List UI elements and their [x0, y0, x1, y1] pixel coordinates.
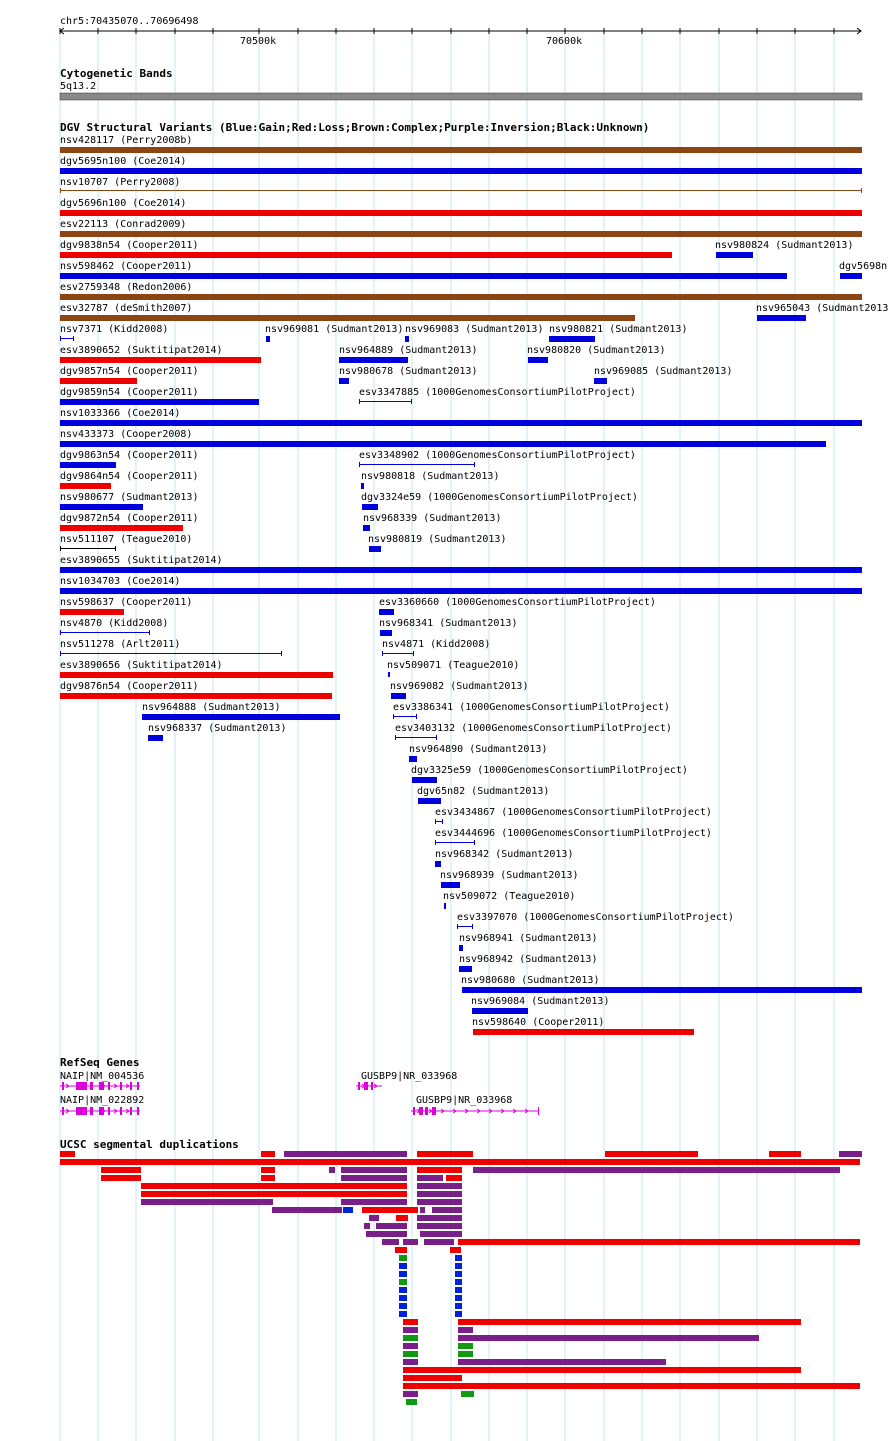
cytoband-track[interactable]: [60, 67, 862, 100]
dgv-feature-label[interactable]: nsv598462 (Cooper2011): [60, 261, 193, 272]
dgv-feature-bar[interactable]: [60, 338, 74, 339]
dgv-feature-bar[interactable]: [60, 462, 116, 468]
dgv-feature-label[interactable]: nsv964888 (Sudmant2013): [142, 702, 281, 713]
dgv-feature-label[interactable]: nsv511278 (Arlt2011): [60, 639, 181, 650]
dgv-feature-label[interactable]: nsv509071 (Teague2010): [387, 660, 520, 671]
segdup-feature[interactable]: [417, 1175, 443, 1181]
dgv-feature-label[interactable]: dgv9876n54 (Cooper2011): [60, 681, 199, 692]
segdup-feature[interactable]: [455, 1303, 462, 1309]
segdup-feature[interactable]: [446, 1175, 462, 1181]
refseq-gene-label[interactable]: NAIP|NM_004536: [60, 1071, 145, 1082]
refseq-gene-label[interactable]: GUSBP9|NR_033968: [416, 1095, 513, 1106]
dgv-feature-label[interactable]: esv3890656 (Suktitipat2014): [60, 660, 223, 671]
segdup-feature[interactable]: [403, 1391, 418, 1397]
dgv-feature-bar[interactable]: [60, 210, 862, 216]
refseq-gene-exon[interactable]: [538, 1107, 539, 1115]
dgv-feature-cap: [60, 630, 61, 635]
segdup-feature[interactable]: [272, 1207, 342, 1213]
dgv-feature-bar[interactable]: [379, 609, 394, 615]
segdup-feature[interactable]: [769, 1151, 801, 1157]
dgv-feature-bar[interactable]: [60, 632, 150, 633]
ruler-tick-label: 70500k: [240, 36, 277, 47]
dgv-feature-label[interactable]: nsv980818 (Sudmant2013): [361, 471, 500, 482]
segdup-feature[interactable]: [382, 1239, 399, 1245]
segdup-feature[interactable]: [101, 1167, 141, 1173]
dgv-feature-label[interactable]: esv3403132 (1000GenomesConsortiumPilotProject): [395, 723, 672, 734]
segdup-feature[interactable]: [341, 1199, 407, 1205]
dgv-feature-label[interactable]: esv3890652 (Suktitipat2014): [60, 345, 223, 356]
dgv-feature-cap: [73, 336, 74, 341]
dgv-feature-bar[interactable]: [549, 336, 595, 342]
refseq-track-title: RefSeq Genes: [60, 1056, 140, 1069]
dgv-feature-cap: [60, 188, 61, 193]
segdup-feature[interactable]: [399, 1279, 407, 1285]
dgv-feature-bar[interactable]: [418, 798, 441, 804]
dgv-feature-label[interactable]: nsv968942 (Sudmant2013): [459, 954, 598, 965]
dgv-feature-label[interactable]: nsv980677 (Sudmant2013): [60, 492, 199, 503]
segdup-feature[interactable]: [403, 1343, 418, 1349]
dgv-feature-cap: [435, 840, 436, 845]
dgv-feature-label[interactable]: nsv509072 (Teague2010): [443, 891, 576, 902]
segdup-feature[interactable]: [458, 1343, 473, 1349]
dgv-feature-label[interactable]: nsv598640 (Cooper2011): [472, 1017, 605, 1028]
dgv-feature-cap: [436, 735, 437, 740]
dgv-feature-bar[interactable]: [60, 548, 116, 549]
dgv-feature-cap: [472, 924, 473, 929]
dgv-feature-cap: [474, 840, 475, 845]
dgv-feature-bar[interactable]: [393, 716, 417, 717]
segdup-feature[interactable]: [403, 1239, 418, 1245]
refseq-gene-exon[interactable]: [62, 1107, 64, 1115]
segdup-feature[interactable]: [399, 1311, 407, 1317]
segdup-feature[interactable]: [403, 1375, 462, 1381]
dgv-feature-label[interactable]: nsv968342 (Sudmant2013): [435, 849, 574, 860]
segdup-feature[interactable]: [420, 1207, 425, 1213]
ruler-range-label: chr5:70435070..70696498: [60, 16, 199, 27]
dgv-feature-bar[interactable]: [435, 842, 475, 843]
dgv-feature-bar[interactable]: [716, 252, 753, 258]
dgv-feature-label[interactable]: nsv968337 (Sudmant2013): [148, 723, 287, 734]
dgv-feature-label[interactable]: nsv965043 (Sudmant2013: [756, 303, 889, 314]
dgv-feature-label[interactable]: dgv65n82 (Sudmant2013): [417, 786, 550, 797]
cytoband-track-title: Cytogenetic Bands: [60, 67, 173, 80]
dgv-feature-bar[interactable]: [60, 420, 862, 426]
dgv-feature-label[interactable]: nsv980820 (Sudmant2013): [527, 345, 666, 356]
segdup-feature[interactable]: [101, 1175, 141, 1181]
refseq-gene-exon[interactable]: [358, 1082, 360, 1090]
dgv-feature-bar[interactable]: [60, 504, 143, 510]
segdup-feature[interactable]: [420, 1231, 462, 1237]
dgv-feature-label[interactable]: dgv9863n54 (Cooper2011): [60, 450, 199, 461]
segdup-feature[interactable]: [284, 1151, 407, 1157]
dgv-feature-label[interactable]: nsv4870 (Kidd2008): [60, 618, 169, 629]
dgv-feature-label[interactable]: nsv968941 (Sudmant2013): [459, 933, 598, 944]
dgv-feature-cap: [411, 399, 412, 404]
segdup-feature[interactable]: [141, 1199, 273, 1205]
refseq-gene-exon[interactable]: [99, 1082, 104, 1090]
dgv-feature-bar[interactable]: [60, 399, 259, 405]
dgv-feature-bar[interactable]: [60, 231, 862, 237]
segdup-feature[interactable]: [403, 1327, 418, 1333]
segdup-feature[interactable]: [473, 1167, 840, 1173]
dgv-feature-bar[interactable]: [380, 630, 392, 636]
dgv-feature-bar[interactable]: [473, 1029, 694, 1035]
dgv-feature-label[interactable]: dgv5698n: [839, 261, 888, 272]
refseq-gene-exon[interactable]: [425, 1107, 428, 1115]
refseq-gene-exon[interactable]: [108, 1107, 110, 1115]
dgv-feature-label[interactable]: nsv969082 (Sudmant2013): [390, 681, 529, 692]
dgv-feature-bar[interactable]: [60, 168, 862, 174]
dgv-feature-cap: [416, 714, 417, 719]
dgv-feature-label[interactable]: esv3434867 (1000GenomesConsortiumPilotProject): [435, 807, 712, 818]
dgv-feature-bar[interactable]: [391, 693, 406, 699]
dgv-feature-bar[interactable]: [459, 966, 472, 972]
dgv-feature-bar[interactable]: [405, 336, 409, 342]
segdup-feature[interactable]: [403, 1335, 418, 1341]
segdup-feature[interactable]: [839, 1151, 862, 1157]
dgv-feature-bar[interactable]: [60, 147, 862, 153]
dgv-feature-bar[interactable]: [142, 714, 340, 720]
dgv-feature-bar[interactable]: [528, 357, 548, 363]
dgv-feature-cap: [281, 651, 282, 656]
segdup-feature[interactable]: [458, 1359, 666, 1365]
dgv-feature-bar[interactable]: [60, 273, 787, 279]
refseq-genes[interactable]: [60, 1071, 539, 1115]
segdup-feature[interactable]: [455, 1271, 462, 1277]
refseq-gene-exon[interactable]: [413, 1107, 415, 1115]
segdup-features[interactable]: [60, 1151, 862, 1405]
segdup-feature[interactable]: [366, 1231, 407, 1237]
segdup-feature[interactable]: [458, 1319, 801, 1325]
dgv-feature-label[interactable]: nsv968339 (Sudmant2013): [363, 513, 502, 524]
refseq-gene-exon[interactable]: [120, 1107, 122, 1115]
dgv-feature-label[interactable]: esv32787 (deSmith2007): [60, 303, 193, 314]
dgv-feature-label[interactable]: esv3347885 (1000GenomesConsortiumPilotProject): [359, 387, 636, 398]
dgv-feature-label[interactable]: nsv7371 (Kidd2008): [60, 324, 169, 335]
refseq-gene-exon[interactable]: [137, 1107, 139, 1115]
dgv-feature-cap: [149, 630, 150, 635]
dgv-feature-bar[interactable]: [757, 315, 806, 321]
dgv-feature-cap: [395, 735, 396, 740]
segdup-feature[interactable]: [376, 1223, 407, 1229]
segdup-feature[interactable]: [399, 1287, 407, 1293]
dgv-feature-cap: [389, 672, 390, 677]
dgv-feature-label[interactable]: dgv9864n54 (Cooper2011): [60, 471, 199, 482]
dgv-feature-cap: [382, 651, 383, 656]
segdup-feature[interactable]: [450, 1247, 461, 1253]
dgv-feature-label[interactable]: esv3348902 (1000GenomesConsortiumPilotProject): [359, 450, 636, 461]
segdup-feature[interactable]: [455, 1311, 462, 1317]
segdup-feature[interactable]: [362, 1207, 418, 1213]
dgv-feature-cap: [861, 188, 862, 193]
segdup-feature[interactable]: [458, 1335, 759, 1341]
dgv-feature-label[interactable]: nsv511107 (Teague2010): [60, 534, 193, 545]
segdup-feature[interactable]: [424, 1215, 462, 1221]
ruler-tick-label: 70600k: [546, 36, 583, 47]
segdup-feature[interactable]: [455, 1263, 462, 1269]
dgv-feature-label[interactable]: nsv4871 (Kidd2008): [382, 639, 491, 650]
segdup-feature[interactable]: [458, 1239, 860, 1245]
refseq-gene-exon[interactable]: [137, 1082, 139, 1090]
refseq-gene-label[interactable]: GUSBP9|NR_033968: [361, 1071, 458, 1082]
segdup-feature[interactable]: [455, 1279, 462, 1285]
segdup-feature[interactable]: [60, 1151, 75, 1157]
dgv-feature-label[interactable]: dgv9857n54 (Cooper2011): [60, 366, 199, 377]
dgv-feature-cap: [60, 546, 61, 551]
dgv-feature-cap: [60, 336, 61, 341]
dgv-feature-label[interactable]: esv3360660 (1000GenomesConsortiumPilotProject): [379, 597, 656, 608]
segdup-feature[interactable]: [458, 1327, 473, 1333]
dgv-feature-bar[interactable]: [266, 336, 270, 342]
segdup-feature[interactable]: [261, 1167, 275, 1173]
dgv-feature-bar[interactable]: [462, 987, 862, 993]
segdup-feature[interactable]: [403, 1367, 801, 1373]
ruler[interactable]: [60, 16, 861, 47]
dgv-feature-label[interactable]: nsv969085 (Sudmant2013): [594, 366, 733, 377]
segdup-feature[interactable]: [396, 1215, 408, 1221]
refseq-gene-label[interactable]: NAIP|NM_022892: [60, 1095, 145, 1106]
refseq-gene-exon[interactable]: [62, 1082, 64, 1090]
segdup-feature[interactable]: [417, 1191, 462, 1197]
dgv-feature-label[interactable]: dgv3325e59 (1000GenomesConsortiumPilotProject): [411, 765, 688, 776]
dgv-feature-bar[interactable]: [359, 464, 475, 465]
dgv-feature-label[interactable]: esv3386341 (1000GenomesConsortiumPilotProject): [393, 702, 670, 713]
dgv-feature-bar[interactable]: [435, 821, 443, 822]
dgv-feature-cap: [474, 462, 475, 467]
segdup-feature[interactable]: [455, 1295, 462, 1301]
dgv-feature-bar[interactable]: [840, 273, 862, 279]
segdup-feature[interactable]: [399, 1303, 407, 1309]
dgv-feature-bar[interactable]: [339, 378, 349, 384]
dgv-feature-label[interactable]: dgv9859n54 (Cooper2011): [60, 387, 199, 398]
dgv-feature-bar[interactable]: [60, 252, 672, 258]
cytoband-band[interactable]: [60, 93, 862, 100]
dgv-feature-label[interactable]: nsv980819 (Sudmant2013): [368, 534, 507, 545]
refseq-gene-exon[interactable]: [130, 1082, 132, 1090]
dgv-feature-label[interactable]: dgv5695n100 (Coe2014): [60, 156, 187, 167]
dgv-feature-label[interactable]: nsv969083 (Sudmant2013): [405, 324, 544, 335]
dgv-feature-bar[interactable]: [60, 672, 333, 678]
dgv-feature-label[interactable]: nsv598637 (Cooper2011): [60, 597, 193, 608]
dgv-feature-bar[interactable]: [369, 546, 381, 552]
segdup-feature[interactable]: [455, 1287, 462, 1293]
segdup-feature[interactable]: [605, 1151, 698, 1157]
segdup-feature[interactable]: [341, 1175, 407, 1181]
segdup-feature[interactable]: [403, 1351, 418, 1357]
segdup-feature[interactable]: [403, 1383, 860, 1389]
dgv-feature-bar[interactable]: [457, 926, 473, 927]
dgv-feature-label[interactable]: dgv9872n54 (Cooper2011): [60, 513, 199, 524]
dgv-feature-label[interactable]: nsv964890 (Sudmant2013): [409, 744, 548, 755]
dgv-feature-bar[interactable]: [412, 777, 437, 783]
segdup-feature[interactable]: [417, 1183, 462, 1189]
segdup-feature[interactable]: [417, 1199, 462, 1205]
segdup-feature[interactable]: [343, 1207, 353, 1213]
dgv-feature-bar[interactable]: [60, 609, 124, 615]
dgv-feature-label[interactable]: esv3890655 (Suktitipat2014): [60, 555, 223, 566]
dgv-feature-label[interactable]: esv2759348 (Redon2006): [60, 282, 193, 293]
dgv-features[interactable]: [60, 135, 888, 1035]
dgv-feature-label[interactable]: nsv980824 (Sudmant2013): [715, 240, 854, 251]
dgv-feature-cap: [413, 651, 414, 656]
dgv-feature-bar[interactable]: [594, 378, 607, 384]
segdup-feature[interactable]: [399, 1295, 407, 1301]
refseq-gene-exon[interactable]: [371, 1082, 373, 1090]
segdup-feature[interactable]: [141, 1183, 407, 1189]
segdup-feature[interactable]: [399, 1255, 407, 1261]
segdup-feature[interactable]: [406, 1399, 417, 1405]
dgv-feature-cap: [60, 651, 61, 656]
dgv-feature-bar[interactable]: [148, 735, 163, 741]
dgv-feature-bar[interactable]: [60, 567, 862, 573]
dgv-feature-label[interactable]: dgv3324e59 (1000GenomesConsortiumPilotProject): [361, 492, 638, 503]
dgv-feature-bar[interactable]: [60, 357, 261, 363]
dgv-feature-label[interactable]: nsv968939 (Sudmant2013): [440, 870, 579, 881]
dgv-feature-bar[interactable]: [60, 653, 282, 654]
segdup-feature[interactable]: [424, 1239, 454, 1245]
dgv-feature-label[interactable]: dgv9838n54 (Cooper2011): [60, 240, 199, 251]
dgv-feature-cap: [388, 672, 389, 677]
segdup-feature[interactable]: [261, 1175, 275, 1181]
dgv-feature-cap: [359, 462, 360, 467]
dgv-feature-label[interactable]: esv3444696 (1000GenomesConsortiumPilotProject): [435, 828, 712, 839]
segdup-track[interactable]: [60, 1138, 862, 1405]
dgv-feature-bar[interactable]: [60, 483, 111, 489]
segdup-feature[interactable]: [60, 1159, 860, 1165]
dgv-feature-label[interactable]: nsv1034703 (Coe2014): [60, 576, 181, 587]
refseq-gene-exon[interactable]: [99, 1107, 104, 1115]
segdup-feature[interactable]: [417, 1151, 473, 1157]
dgv-feature-label[interactable]: dgv5696n100 (Coe2014): [60, 198, 187, 209]
dgv-feature-label[interactable]: esv3397070 (1000GenomesConsortiumPilotProject): [457, 912, 734, 923]
dgv-feature-bar[interactable]: [435, 861, 441, 867]
dgv-feature-bar[interactable]: [60, 588, 862, 594]
dgv-feature-bar[interactable]: [361, 483, 364, 489]
dgv-feature-label[interactable]: nsv433373 (Cooper2008): [60, 429, 193, 440]
segdup-feature[interactable]: [329, 1167, 335, 1173]
segdup-feature[interactable]: [403, 1319, 418, 1325]
segdup-track-title: UCSC segmental duplications: [60, 1138, 239, 1151]
segdup-feature[interactable]: [399, 1263, 407, 1269]
refseq-track[interactable]: [60, 1056, 539, 1115]
dgv-feature-bar[interactable]: [409, 756, 417, 762]
segdup-feature[interactable]: [458, 1351, 473, 1357]
segdup-feature[interactable]: [461, 1391, 474, 1397]
dgv-feature-bar[interactable]: [363, 525, 370, 531]
dgv-feature-label[interactable]: nsv969081 (Sudmant2013): [265, 324, 404, 335]
refseq-gene-exon[interactable]: [108, 1082, 110, 1090]
dgv-feature-bar[interactable]: [60, 294, 862, 300]
dgv-feature-bar[interactable]: [395, 737, 437, 738]
segdup-feature[interactable]: [432, 1207, 462, 1213]
dgv-feature-label[interactable]: nsv980821 (Sudmant2013): [549, 324, 688, 335]
dgv-feature-bar[interactable]: [60, 315, 635, 321]
segdup-feature[interactable]: [364, 1223, 370, 1229]
refseq-gene-exon[interactable]: [120, 1082, 122, 1090]
dgv-feature-cap: [442, 819, 443, 824]
dgv-track[interactable]: [60, 121, 888, 1035]
segdup-feature[interactable]: [341, 1167, 407, 1173]
segdup-feature[interactable]: [369, 1215, 379, 1221]
dgv-feature-bar[interactable]: [362, 504, 378, 510]
dgv-feature-bar[interactable]: [60, 693, 332, 699]
segdup-feature[interactable]: [261, 1151, 275, 1157]
dgv-feature-bar[interactable]: [472, 1008, 528, 1014]
dgv-feature-label[interactable]: nsv969084 (Sudmant2013): [471, 996, 610, 1007]
dgv-feature-cap: [435, 819, 436, 824]
dgv-feature-bar[interactable]: [444, 903, 446, 909]
dgv-feature-label[interactable]: nsv964889 (Sudmant2013): [339, 345, 478, 356]
dgv-feature-bar[interactable]: [441, 882, 460, 888]
dgv-feature-bar[interactable]: [459, 945, 463, 951]
dgv-track-title: DGV Structural Variants (Blue:Gain;Red:Loss;Brown:Complex;Purple:Inversion;Black:Unknown): [60, 121, 650, 134]
segdup-feature[interactable]: [417, 1167, 462, 1173]
segdup-feature[interactable]: [399, 1271, 407, 1277]
dgv-feature-bar[interactable]: [359, 401, 412, 402]
dgv-feature-label[interactable]: nsv980678 (Sudmant2013): [339, 366, 478, 377]
dgv-feature-cap: [115, 546, 116, 551]
cytoband-band-label: 5q13.2: [60, 81, 97, 92]
dgv-feature-label[interactable]: nsv1033366 (Coe2014): [60, 408, 181, 419]
dgv-feature-label[interactable]: nsv968341 (Sudmant2013): [379, 618, 518, 629]
dgv-feature-bar[interactable]: [60, 378, 137, 384]
dgv-feature-bar[interactable]: [339, 357, 408, 363]
dgv-feature-label[interactable]: nsv980680 (Sudmant2013): [461, 975, 600, 986]
segdup-feature[interactable]: [141, 1191, 407, 1197]
refseq-gene-exon[interactable]: [130, 1107, 132, 1115]
dgv-feature-cap: [359, 399, 360, 404]
segdup-feature[interactable]: [455, 1255, 462, 1261]
segdup-feature[interactable]: [403, 1359, 418, 1365]
dgv-feature-bar[interactable]: [60, 441, 826, 447]
segdup-feature[interactable]: [417, 1223, 462, 1229]
segdup-feature[interactable]: [395, 1247, 407, 1253]
dgv-feature-bar[interactable]: [60, 525, 183, 531]
dgv-feature-label[interactable]: nsv10707 (Perry2008): [60, 177, 181, 188]
dgv-feature-cap: [457, 924, 458, 929]
dgv-feature-bar[interactable]: [60, 190, 862, 191]
dgv-feature-label[interactable]: nsv428117 (Perry2008b): [60, 135, 193, 146]
dgv-feature-bar[interactable]: [382, 653, 414, 654]
dgv-feature-cap: [393, 714, 394, 719]
dgv-feature-label[interactable]: esv22113 (Conrad2009): [60, 219, 187, 230]
